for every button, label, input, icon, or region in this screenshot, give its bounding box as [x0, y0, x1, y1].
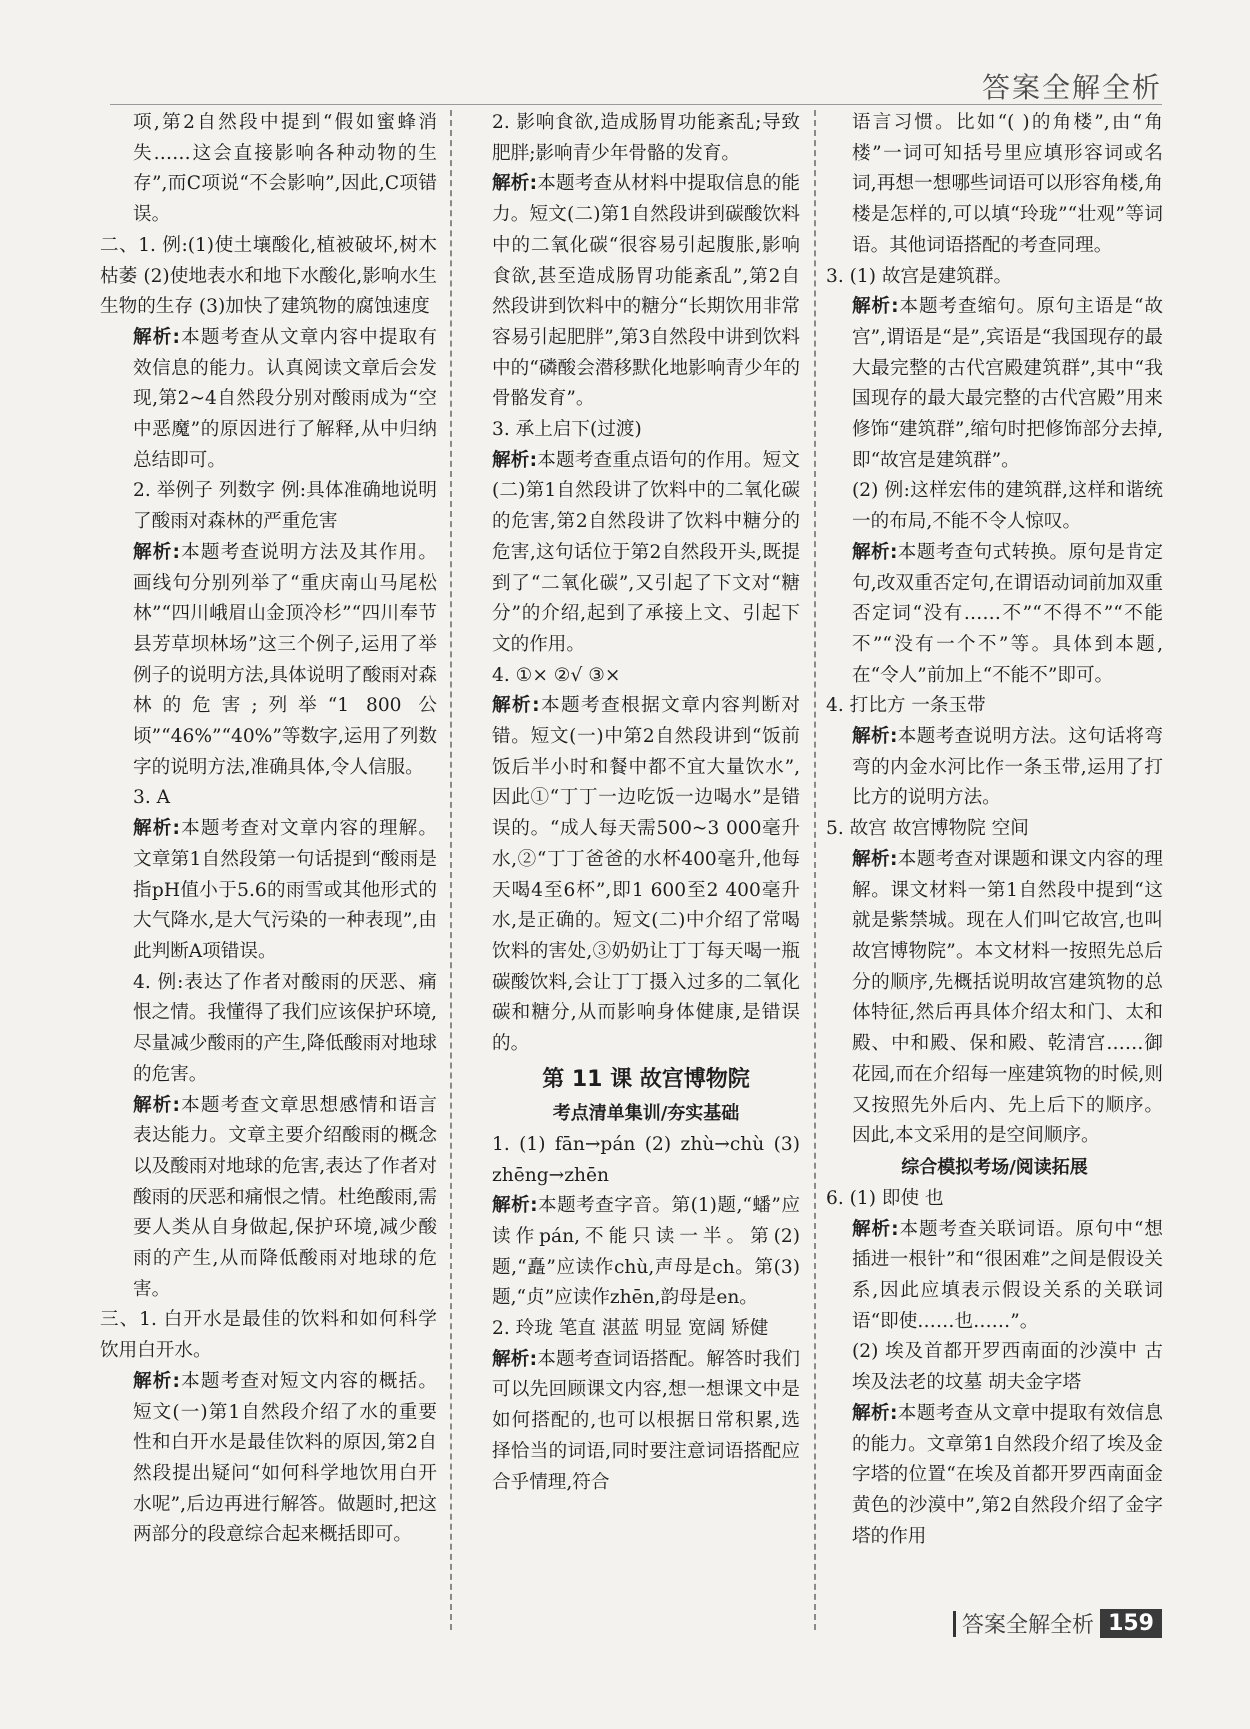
- column-divider-2: [814, 110, 816, 1630]
- lesson-title: 第 11 课 故宫博物院: [542, 1066, 750, 1092]
- section-title-basics: 考点清单集训/夯实基础: [552, 1102, 740, 1124]
- explanation-text: 本题考查对课题和课文内容的理解。课文材料一第1自然段中提到“这就是紫禁城。现在人们叫它故宫,也叫故宫博物院”。本文材料一按照先总后分的顺序,先概括说明故宫建筑物的总体特征,然后再具体介绍太和门、太和殿、中和殿、保和殿、乾清宫……御花园,而在介绍每一座建筑物的时候,则又按照先外后内、先上后下的顺序。因此,本文采用的是空间顺序。: [852, 848, 1163, 1147]
- explanation-label: 解析:: [492, 1195, 538, 1217]
- column-left: [100, 108, 437, 1551]
- explanation-a2: [492, 169, 800, 415]
- footer-bar: [953, 1611, 956, 1637]
- answer-c6-2: (2) 埃及首都开罗西南面的沙漠中 古埃及法老的坟墓 胡夫金字塔: [852, 1341, 1163, 1394]
- page-footer: [953, 1608, 1162, 1639]
- answer-2-2: 2. 举例子 列数字 例:具体准确地说明了酸雨对森林的严重危害: [133, 480, 437, 533]
- answer-c4: 4. 打比方 一条玉带: [826, 695, 986, 717]
- section-title-extension: 综合模拟考场/阅读拓展: [901, 1156, 1088, 1178]
- explanation-label: 解析:: [852, 1402, 898, 1424]
- explanation-label: 解析:: [133, 1370, 180, 1392]
- continued-text: 项,第2自然段中提到“假如蜜蜂消失……这会直接影响各种动物的生存”,而C项说“不会影响”,因此,C项错误。: [133, 112, 437, 226]
- explanation-text: 本题考查缩句。原句主语是“故宫”,谓语是“是”,宾语是“我国现存的最大最完整的古代宫殿建筑群”,其中“我国现存的最大最完整的古代宫殿”用来修饰“建筑群”,缩句时把修饰部分去掉,即“故宫是建筑群”。: [852, 296, 1164, 471]
- explanation-label: 解析:: [133, 1094, 180, 1116]
- column-middle: [492, 108, 800, 1498]
- explanation-text: 本题考查字音。第(1)题,“蟠”应读作pán,不能只读一半。第(2)题,“矗”应读作chù,声母是ch。第(3)题,“贞”应读作zhēn,韵母是en。: [492, 1195, 801, 1309]
- explanation-label: 解析:: [133, 541, 180, 563]
- explanation-c3: [826, 292, 1163, 476]
- answer-b2: 2. 玲珑 笔直 湛蓝 明显 宽阔 矫健: [492, 1318, 769, 1340]
- answer-a3: 3. 承上启下(过渡): [492, 419, 642, 441]
- explanation-c6-2: [826, 1399, 1163, 1553]
- explanation-text: 本题考查重点语句的作用。短文(二)第1自然段讲了饮料中的二氧化碳的危害,第2自然段讲了饮料中糖分的危害,这句话位于第2自然段开头,既提到了“二氧化碳”,又引起了下文对“糖分”的介绍,起到了承接上文、引起下文的作用。: [492, 449, 800, 655]
- explanation-2-4: [100, 1091, 437, 1306]
- answer-a4: 4. ①× ②√ ③×: [492, 664, 621, 686]
- answer-2-3: 3. A: [133, 787, 171, 809]
- explanation-label: 解析:: [852, 1218, 899, 1240]
- explanation-label: 解析:: [492, 449, 538, 471]
- explanation-text: 本题考查根据文章内容判断对错。短文(一)中第2自然段讲到“饭前饭后半小时和餐中都不宜大量饮水”,因此①“丁丁一边吃饭一边喝水”是错误的。“成人每天需500~3 000毫升水,②“丁丁爸爸的水杯400毫升,他每天喝4至6杯”,即1 600至2 400毫升水,是正确的。短文(二)中介绍了常喝饮料的害处,③奶奶让丁丁每天喝一瓶碳酸饮料,会让丁丁摄入过多的二氧化碳和糖分,从而影响身体健康,是错误的。: [492, 695, 800, 1055]
- answer-2-4: 4. 例:表达了作者对酸雨的厌恶、痛恨之情。我懂得了我们应该保护环境,尽量减少酸雨的产生,降低酸雨对地球的危害。: [133, 971, 437, 1085]
- explanation-2-1: [100, 323, 437, 477]
- answer-text: 二、1. 例:(1)使土壤酸化,植被破坏,树木枯萎 (2)使地表水和地下水酸化,影响水生生物的生存 (3)加快了建筑物的腐蚀速度: [100, 234, 437, 318]
- explanation-label: 解析:: [852, 726, 898, 748]
- answer-c6: 6. (1) 即使 也: [826, 1187, 944, 1209]
- explanation-2-3: [100, 814, 437, 968]
- page-number: 159: [1100, 1609, 1162, 1638]
- explanation-text: 本题考查从文章中提取有效信息的能力。文章第1自然段介绍了埃及金字塔的位置“在埃及首都开罗西南面金黄色的沙漠中”,第2自然段介绍了金字塔的作用: [852, 1402, 1163, 1547]
- explanation-3-1: [100, 1367, 437, 1551]
- explanation-a3: [492, 446, 800, 661]
- explanation-b1: [492, 1191, 800, 1314]
- answer-b1: 1. (1) fān→pán (2) zhù→chù (3) zhēng→zhēn: [492, 1133, 800, 1186]
- explanation-c4: [826, 722, 1163, 814]
- explanation-text: 本题考查从材料中提取信息的能力。短文(二)第1自然段讲到碳酸饮料中的二氧化碳“很容易引起腹胀,影响食欲,甚至造成肠胃功能紊乱”,第2自然段讲到饮料中的糖分“长期饮用非常容易引起肥胖”,第3自然段中讲到饮料中的“磷酸会潜移默化地影响青少年的骨骼发育”。: [492, 173, 800, 410]
- answer-a2: 2. 影响食欲,造成肠胃功能紊乱;导致肥胖;影响青少年骨骼的发育。: [492, 112, 800, 164]
- explanation-text: 本题考查词语搭配。解答时我们可以先回顾课文内容,想一想课文中是如何搭配的,也可以根据日常积累,选择恰当的词语,同时要注意词语搭配应合乎情理,符合: [492, 1348, 800, 1493]
- explanation-text: 本题考查关联词语。原句中“想插进一根针”和“很困难”之间是假设关系,因此应填表示假设关系的关联词语“即使……也……”。: [852, 1218, 1164, 1332]
- explanation-label: 解析:: [852, 848, 898, 870]
- explanation-a4: [492, 691, 800, 1059]
- explanation-text: 本题考查对短文内容的概括。短文(一)第1自然段介绍了水的重要性和白开水是最佳饮料的原因,第2自然段提出疑问“如何科学地饮用白开水呢”,后边再进行解答。做题时,把这两部分的段意综合起来概括即可。: [133, 1370, 437, 1546]
- page-header-title: 答案全解全析: [981, 71, 1162, 104]
- column-divider-1: [450, 110, 452, 1630]
- explanation-b2: [492, 1345, 800, 1499]
- explanation-c5: [826, 845, 1163, 1152]
- explanation-c6: [826, 1215, 1163, 1338]
- answer-c3-2: (2) 例:这样宏伟的建筑群,这样和谐统一的布局,不能不令人惊叹。: [852, 480, 1163, 533]
- answer-c5: 5. 故宫 故宫博物院 空间: [826, 818, 1029, 840]
- explanation-c3-2: [826, 538, 1163, 692]
- explanation-label: 解析:: [492, 1348, 538, 1370]
- explanation-label: 解析:: [492, 695, 540, 717]
- answer-c3: 3. (1) 故宫是建筑群。: [826, 265, 1013, 287]
- explanation-label: 解析:: [492, 173, 538, 195]
- explanation-text: 本题考查说明方法。这句话将弯弯的内金水河比作一条玉带,运用了打比方的说明方法。: [852, 726, 1163, 809]
- explanation-text: 本题考查对文章内容的理解。文章第1自然段第一句话提到“酸雨是指pH值小于5.6的雨雪或其他形式的大气降水,是大气污染的一种表现”,由此判断A项错误。: [133, 818, 437, 962]
- continued-text: 语言习惯。比如“( )的角楼”,由“角楼”一词可知括号里应填形容词或名词,再想一想哪些词语可以形容角楼,角楼是怎样的,可以填“玲珑”“壮观”等词语。其他词语搭配的考查同理。: [852, 112, 1163, 256]
- footer-title: 答案全解全析: [962, 1613, 1095, 1638]
- explanation-text: 本题考查句式转换。原句是肯定句,改双重否定句,在谓语动词前加双重否定词“没有……不”“不得不”“不能不”“没有一个不”等。具体到本题,在“令人”前加上“不能不”即可。: [852, 541, 1163, 686]
- explanation-2-2: [100, 538, 437, 784]
- explanation-text: 本题考查从文章内容中提取有效信息的能力。认真阅读文章后会发现,第2~4自然段分别对酸雨成为“空中恶魔”的原因进行了解释,从中归纳总结即可。: [133, 326, 437, 471]
- explanation-label: 解析:: [133, 818, 180, 840]
- header-rule: [110, 104, 1162, 105]
- explanation-label: 解析:: [852, 541, 898, 563]
- explanation-label: 解析:: [852, 296, 899, 318]
- explanation-label: 解析:: [133, 326, 180, 348]
- explanation-text: 本题考查文章思想感情和语言表达能力。文章主要介绍酸雨的概念以及酸雨对地球的危害,表达了作者对酸雨的厌恶和痛恨之情。杜绝酸雨,需要人类从自身做起,保护环境,减少酸雨的产生,从而降低酸雨对地球的危害。: [133, 1094, 437, 1300]
- column-right: [826, 108, 1163, 1552]
- answer-3-1: 三、1. 白开水是最佳的饮料和如何科学饮用白开水。: [100, 1309, 437, 1362]
- explanation-text: 本题考查说明方法及其作用。画线句分别列举了“重庆南山马尾松林”“四川峨眉山金顶冷杉”“四川奉节县芳草坝林场”这三个例子,运用了举例子的说明方法,具体说明了酸雨对森林的危害;列举“1 800 公顷”“46%”“40%”等数字,运用了列数字的说明方法,准确具体,令人信服。: [133, 541, 437, 778]
- answer-2-1: [100, 231, 437, 323]
